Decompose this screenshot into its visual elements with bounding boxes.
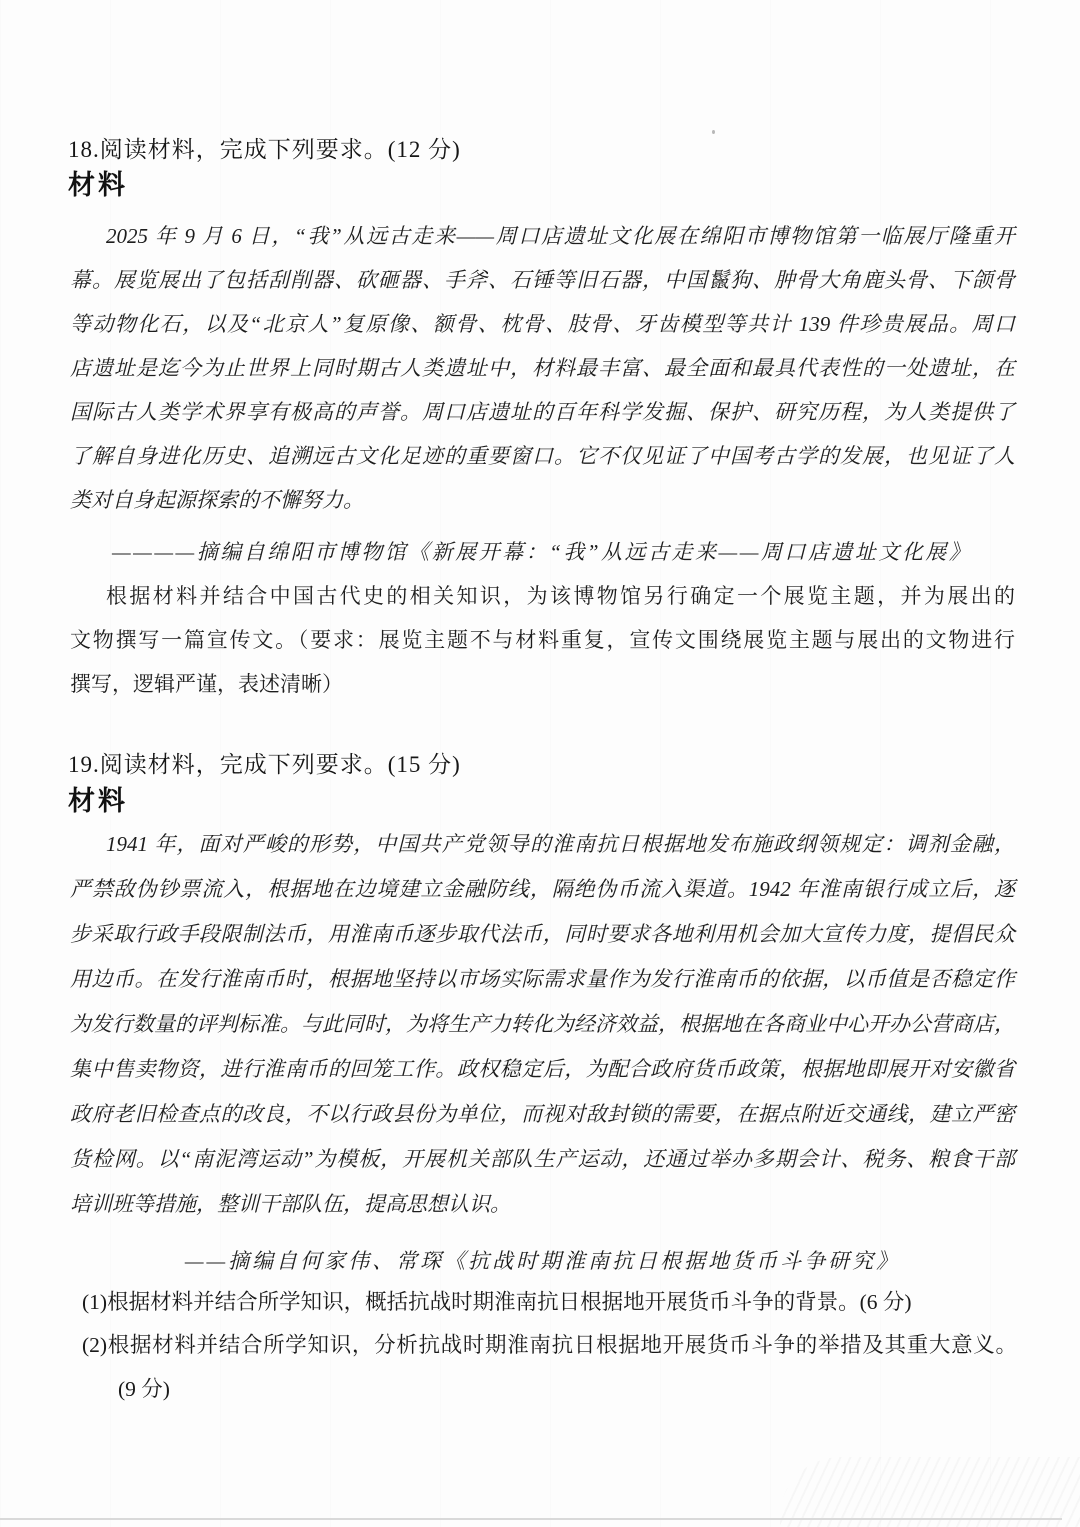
material-line: 培训班等措施，整训干部队伍，提高思想认识。 [70, 1192, 511, 1216]
material-line: 用边币。在发行淮南币时，根据地坚持以市场实际需求量作为发行淮南币的依据，以币值是否稳定作 [70, 967, 1015, 991]
task-line: 文物撰写一篇宣传文。（要求：展览主题不与材料重复，宣传文围绕展览主题与展出的文物进行 [70, 628, 1015, 652]
question-18-heading: 18.阅读材料，完成下列要求。(12 分) [68, 137, 461, 162]
question-19-material-label: 材料 [68, 786, 128, 816]
material-line: 店遗址是迄今为止世界上同时期古人类遗址中，材料最丰富、最全面和最具代表性的一处遗址，在 [70, 356, 1015, 380]
material-line: 为发行数量的评判标准。与此同时，为将生产力转化为经济效益，根据地在各商业中心开办公营商店， [70, 1012, 1015, 1036]
material-line: 2025 年 9 月 6 日，“我”从远古走来——周口店遗址文化展在绵阳市博物馆第一临展厅隆重开 [106, 224, 1015, 248]
material-line: 类对自身起源探索的不懈努力。 [70, 488, 364, 512]
material-line: 政府老旧检查点的改良，不以行政县份为单位，而视对敌封锁的需要，在据点附近交通线，建立严密 [70, 1102, 1015, 1126]
material-line: 幕。展览展出了包括刮削器、砍砸器、手斧、石锤等旧石器，中国鬣狗、肿骨大角鹿头骨、下颌骨 [70, 268, 1015, 292]
task-line: 撰写，逻辑严谨，表述清晰） [70, 672, 343, 696]
material-line: 严禁敌伪钞票流入，根据地在边境建立金融防线，隔绝伪币流入渠道。1942 年淮南银行成立后，逐 [70, 877, 1015, 901]
question-18-source-attribution: ————摘编自绵阳市博物馆《新展开幕：“我”从远古走来——周口店遗址文化展》 [112, 540, 973, 564]
sub-question-1: (1)根据材料并结合所学知识，概括抗战时期淮南抗日根据地开展货币斗争的背景。(6 分) [82, 1290, 912, 1314]
material-line: 集中售卖物资，进行淮南币的回笼工作。政权稳定后，为配合政府货币政策，根据地即展开对安徽省 [70, 1057, 1015, 1081]
sub-question-2: (2)根据材料并结合所学知识，分析抗战时期淮南抗日根据地开展货币斗争的举措及其重大意义。 [82, 1333, 1017, 1357]
material-line: 1941 年，面对严峻的形势，中国共产党领导的淮南抗日根据地发布施政纲领规定：调剂金融， [106, 832, 1015, 856]
material-line: 步采取行政手段限制法币，用淮南币逐步取代法币，同时要求各地利用机会加大宣传力度，提倡民众 [70, 922, 1015, 946]
page-edge-line [0, 1518, 1062, 1520]
question-19-material-paragraph [70, 822, 1015, 1227]
material-line: 货检网。以“南泥湾运动”为模板，开展机关部队生产运动，还通过举办多期会计、税务、粮食干部 [70, 1147, 1015, 1171]
paper-texture [780, 1457, 1080, 1527]
sub-question-2-score-note: (9 分) [118, 1377, 170, 1401]
question-18-material-label: 材料 [68, 170, 128, 200]
question-19-heading: 19.阅读材料，完成下列要求。(15 分) [68, 752, 461, 777]
material-line: 国际古人类学术界享有极高的声誉。周口店遗址的百年科学发掘、保护、研究历程，为人类提供了 [70, 400, 1015, 424]
question-18-material-paragraph [70, 214, 1015, 522]
material-line: 等动物化石，以及“北京人”复原像、额骨、枕骨、肢骨、牙齿模型等共计 139 件珍贵展品。周口 [70, 312, 1015, 336]
question-19-source-attribution: ——摘编自何家伟、常琛《抗战时期淮南抗日根据地货币斗争研究》 [184, 1249, 901, 1273]
material-line: 了解自身进化历史、追溯远古文化足迹的重要窗口。它不仅见证了中国考古学的发展，也见证了人 [70, 444, 1015, 468]
task-line: 根据材料并结合中国古代史的相关知识，为该博物馆另行确定一个展览主题，并为展出的 [106, 584, 1015, 608]
question-18-task-paragraph [70, 574, 1015, 706]
